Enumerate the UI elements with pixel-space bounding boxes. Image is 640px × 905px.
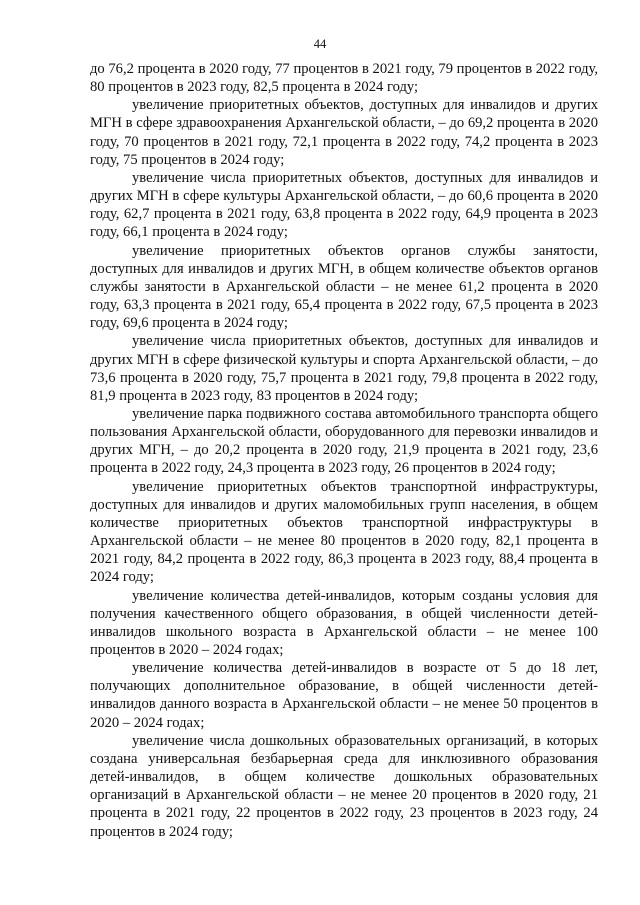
page-number: 44 — [313, 37, 327, 51]
document-body — [90, 60, 598, 841]
paragraph-transport-infrastructure: увеличение приоритетных объектов транспортной инфраструктуры, доступных для инвалидов и других маломобильных групп населения, в общем количестве приоритетных объектов транспортной инфраструктуры в Архангельской области – не менее 80 процентов в 2020 году, 82,1 процента в 2021 году, 84,2 процента в 2022 году, 86,3 процента в 2023 году, 88,4 процента в 2024 году; — [90, 478, 598, 586]
paragraph-additional-education: увеличение количества детей-инвалидов в возрасте от 5 до 18 лет, получающих дополнительное образование, в общей численности детей-инвалидов данного возраста в Архангельской области – не менее 50 процентов в 2020 – 2024 годах; — [90, 660, 598, 731]
paragraph-sport: увеличение числа приоритетных объектов, доступных для инвалидов и других МГН в сфере физической культуры и спорта Архангельской области, – до 73,6 процента в 2020 году, 75,7 процента в 2021 году, 79,8 процента в 2022 году, 81,9 процента в 2023 году, 83 процентов в 2024 году; — [90, 333, 598, 404]
paragraph-culture: увеличение числа приоритетных объектов, доступных для инвалидов и других МГН в сфере культуры Архангельской области, – до 60,6 процента в 2020 году, 62,7 процента в 2021 году, 63,8 процента в 2022 году, 64,9 процента в 2023 году, 66,1 процента в 2024 году; — [90, 169, 598, 241]
paragraph-general-education: увеличение количества детей-инвалидов, которым созданы условия для получения качественного общего образования, в общей численности детей-инвалидов школьного возраста в Архангельской области – не менее 100 процентов в 2020 – 2024 годах; — [90, 587, 598, 658]
paragraph-vehicle-fleet: увеличение парка подвижного состава автомобильного транспорта общего пользования Архангельской области, оборудованного для перевозки инвалидов и других МГН, – до 20,2 процента в 2020 году, 21,9 процента в 2021 году, 23,6 процента в 2022 году, 24,3 процента в 2023 году, 26 процентов в 2024 году; — [90, 405, 598, 477]
paragraph-continuation: до 76,2 процента в 2020 году, 77 процентов в 2021 году, 79 процентов в 2022 году, 80 процентов в 2023 году, 82,5 процента в 2024 году; — [90, 61, 598, 96]
paragraph-employment-service: увеличение приоритетных объектов органов службы занятости, доступных для инвалидов и других МГН, в общем количестве объектов органов службы занятости в Архангельской области – не менее 61,2 процента в 2020 году, 63,3 процента в 2021 году, 65,4 процента в 2022 году, 67,5 процента в 2023 году, 69,6 процента в 2024 году; — [90, 242, 598, 332]
paragraph-preschool: увеличение числа дошкольных образовательных организаций, в которых создана универсальная безбарьерная среда для инклюзивного образования детей-инвалидов, в общем количестве дошкольных образовательных организаций в Архангельской области – не менее 20 процентов в 2020 году, 21 процента в 2021 году, 22 процентов в 2022 году, 23 процентов в 2023 году, 24 процентов в 2024 году; — [90, 732, 598, 840]
paragraph-healthcare: увеличение приоритетных объектов, доступных для инвалидов и других МГН в сфере здравоохранения Архангельской области, – до 69,2 процента в 2020 году, 70 процентов в 2021 году, 72,1 процента в 2022 году, 74,2 процента в 2023 году, 75 процентов в 2024 году; — [90, 97, 598, 168]
